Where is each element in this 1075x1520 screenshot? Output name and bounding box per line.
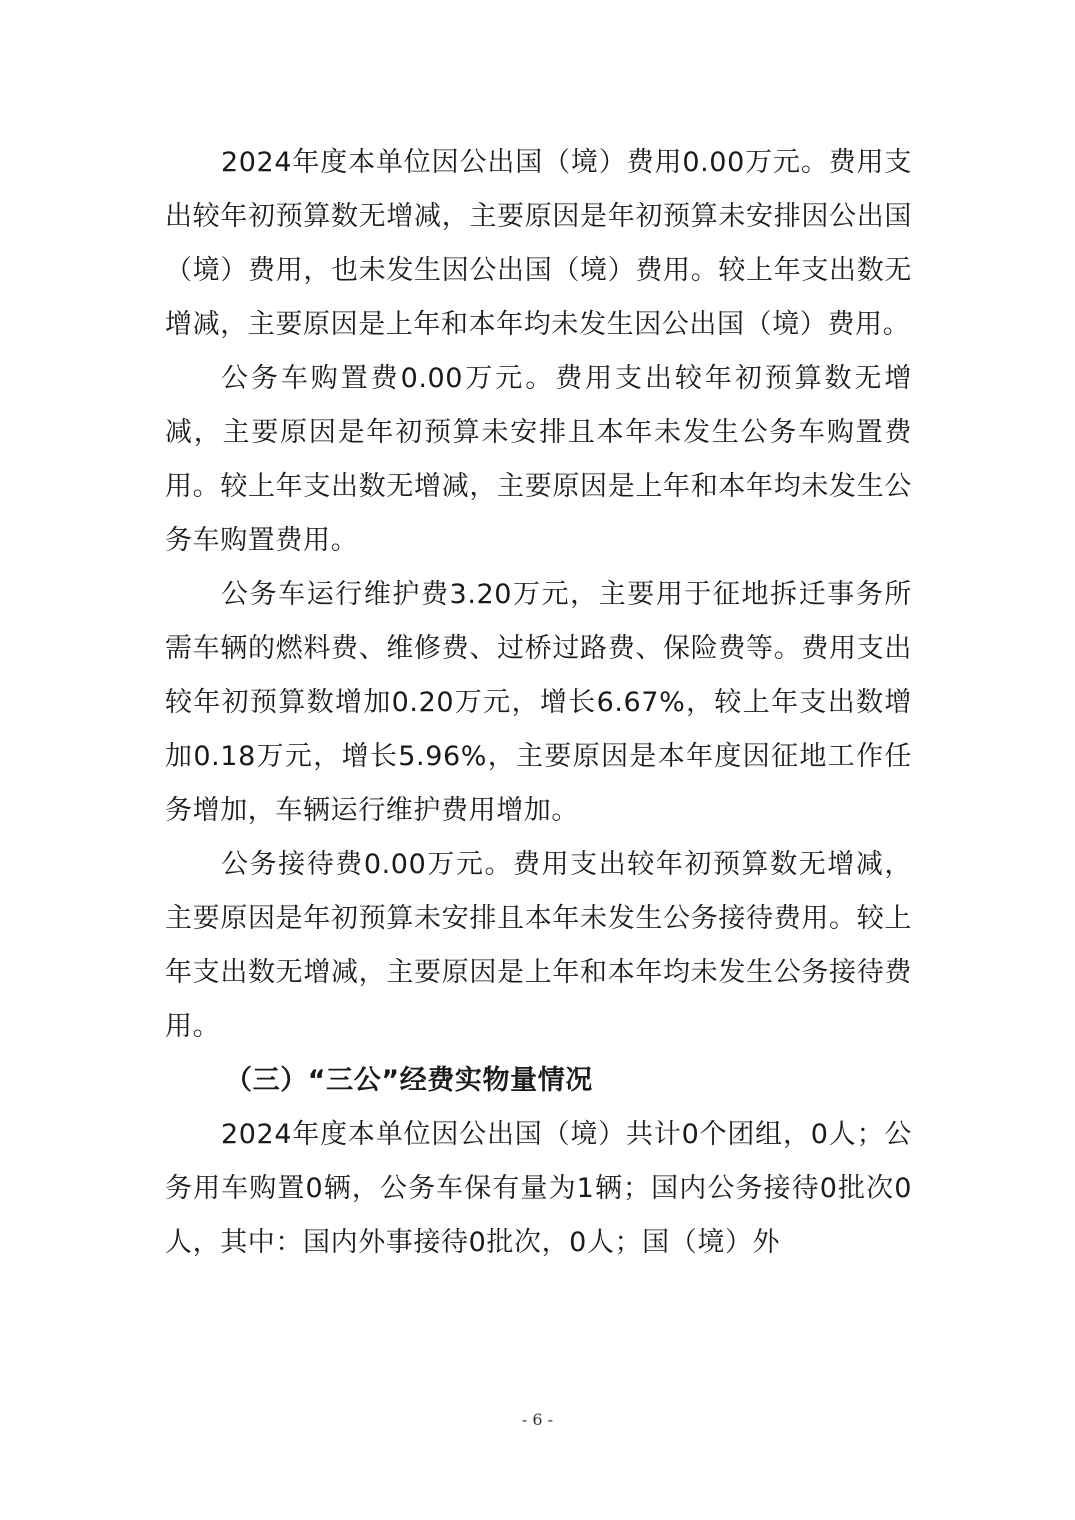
page-number: - 6 - (521, 1410, 554, 1429)
section-heading: （三）“三公”经费实物量情况 (225, 1065, 593, 1096)
paragraph-official-reception: 公务接待费0.00万元。费用支出较年初预算数无增减，主要原因是年初预算未安排且本年未发生公务接待费用。较上年支出数无增减，主要原因是上年和本年均未发生公务接待费用。 (165, 849, 912, 1042)
body-text (165, 136, 912, 1270)
paragraph-vehicle-maintenance: 公务车运行维护费3.20万元，主要用于征地拆迁事务所需车辆的燃料费、维修费、过桥过路费、保险费等。费用支出较年初预算数增加0.20万元，增长6.67%，较上年支出数增加0.18万元，增长5.96%，主要原因是本年度因征地工作任务增加，车辆运行维护费用增加。 (165, 579, 912, 826)
paragraph-vehicle-purchase: 公务车购置费0.00万元。费用支出较年初预算数无增减，主要原因是年初预算未安排且本年未发生公务车购置费用。较上年支出数无增减，主要原因是上年和本年均未发生公务车购置费用。 (165, 363, 912, 556)
paragraph-overseas-travel: 2024年度本单位因公出国（境）费用0.00万元。费用支出较年初预算数无增减，主要原因是年初预算未安排因公出国（境）费用，也未发生因公出国（境）费用。较上年支出数无增减，主要原因是上年和本年均未发生因公出国（境）费用。 (165, 147, 912, 340)
paragraph-physical-quantity: 2024年度本单位因公出国（境）共计0个团组，0人；公务用车购置0辆，公务车保有量为1辆；国内公务接待0批次0人，其中：国内外事接待0批次，0人；国（境）外 (165, 1119, 912, 1258)
